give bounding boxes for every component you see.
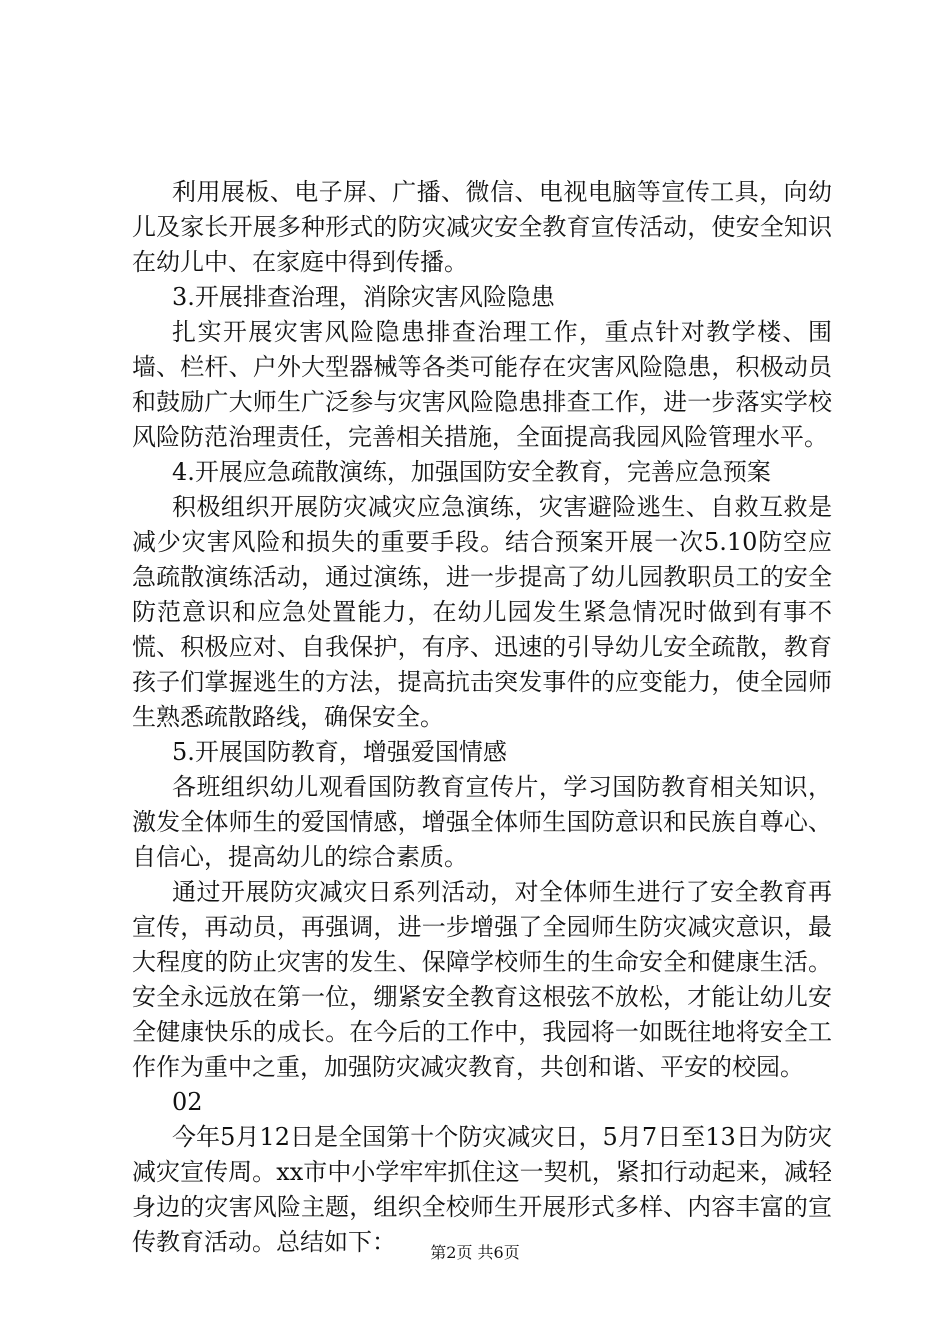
heading-3-hazard-inspection: 3.开展排查治理，消除灾害风险隐患 (172, 283, 555, 311)
paragraph-hazard-inspection: 扎实开展灾害风险隐患排查治理工作，重点针对教学楼、围墙、栏杆、户外大型器械等各类可能存在灾害风险隐患，积极动员和鼓励广大师生广泛参与灾害风险隐患排查工作，进一步落实学校风险防范治理责任，完善相关措施，全面提高我园风险管理水平。 (132, 318, 832, 451)
paragraph-national-defense: 各班组织幼儿观看国防教育宣传片，学习国防教育相关知识，激发全体师生的爱国情感，增强全体师生国防意识和民族自尊心、自信心，提高幼儿的综合素质。 (132, 773, 832, 871)
document-body (132, 175, 832, 1260)
paragraph-evacuation-drill: 积极组织开展防灾减灾应急演练，灾害避险逃生、自救互救是减少灾害风险和损失的重要手段。结合预案开展一次5.10防空应急疏散演练活动，通过演练，进一步提高了幼儿园教职员工的安全防范意识和应急处置能力，在幼儿园发生紧急情况时做到有事不慌、积极应对、自我保护，有序、迅速的引导幼儿安全疏散，教育孩子们掌握逃生的方法，提高抗击突发事件的应变能力，使全园师生熟悉疏散路线，确保安全。 (132, 493, 832, 731)
paragraph-disaster-day-intro: 今年5月12日是全国第十个防灾减灾日，5月7日至13日为防灾减灾宣传周。xx市中小学牢牢抓住这一契机，紧扣行动起来，减轻身边的灾害风险主题，组织全校师生开展形式多样、内容丰富的宣传教育活动。总结如下： (132, 1123, 832, 1256)
page-footer: 第2页 共6页 (430, 1243, 520, 1262)
paragraph-publicity-tools: 利用展板、电子屏、广播、微信、电视电脑等宣传工具，向幼儿及家长开展多种形式的防灾减灾安全教育宣传活动，使安全知识在幼儿中、在家庭中得到传播。 (132, 178, 832, 276)
section-number-02: 02 (172, 1088, 203, 1116)
heading-4-evacuation-drill: 4.开展应急疏散演练，加强国防安全教育，完善应急预案 (172, 458, 771, 486)
paragraph-summary: 通过开展防灾减灾日系列活动，对全体师生进行了安全教育再宣传，再动员，再强调，进一步增强了全园师生防灾减灾意识，最大程度的防止灾害的发生、保障学校师生的生命安全和健康生活。安全永远放在第一位，绷紧安全教育这根弦不放松，才能让幼儿安全健康快乐的成长。在今后的工作中，我园将一如既往地将安全工作作为重中之重，加强防灾减灾教育，共创和谐、平安的校园。 (132, 878, 832, 1081)
heading-5-national-defense: 5.开展国防教育，增强爱国情感 (172, 738, 507, 766)
